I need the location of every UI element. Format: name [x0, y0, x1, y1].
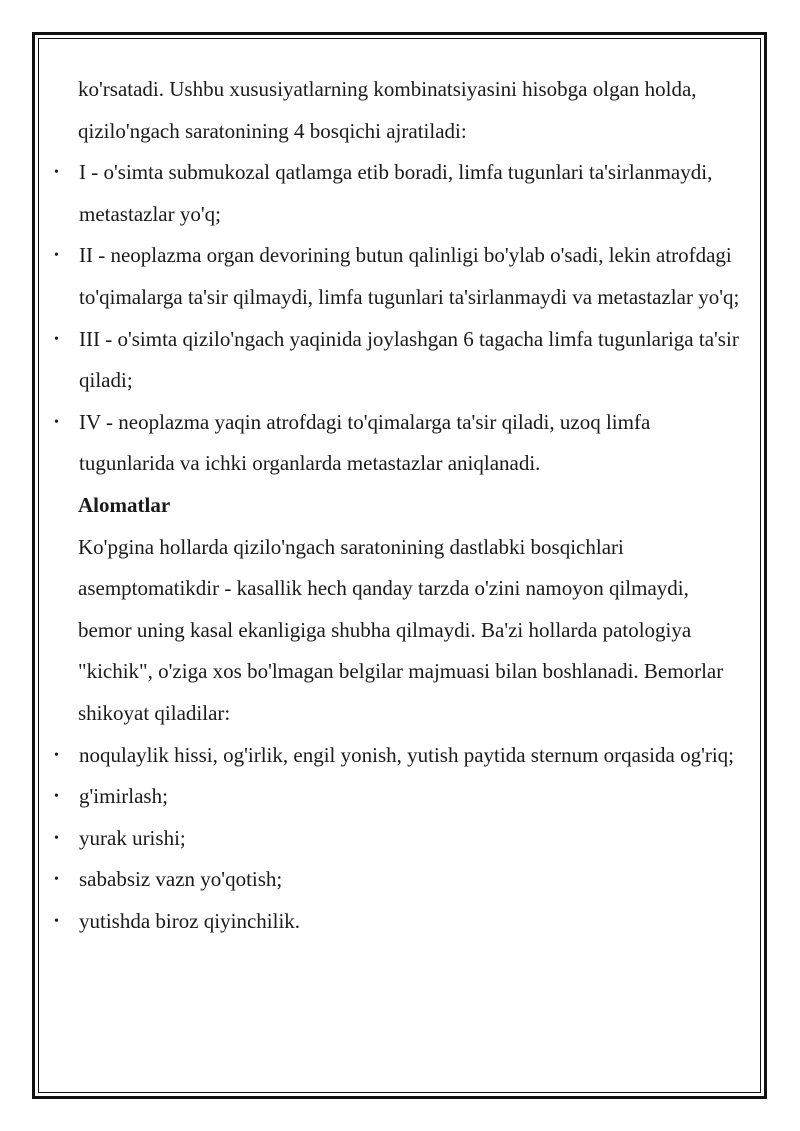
list-item	[0, 402, 800, 485]
bullet-icon: •	[54, 331, 59, 347]
list-item	[0, 859, 800, 901]
page-content	[0, 69, 800, 942]
stage-text: I - o'simta submukozal qatlamga etib boradi, limfa tugunlari ta'sirlanmaydi, metastazlar yo'q;	[79, 160, 713, 226]
list-item	[0, 235, 800, 318]
symptom-text: noqulaylik hissi, og'irlik, engil yonish, yutish paytida sternum orqasida og'riq;	[79, 742, 735, 767]
bullet-icon: •	[54, 872, 59, 888]
bullet-icon: •	[54, 248, 59, 264]
bullet-icon: •	[54, 913, 59, 929]
list-item	[0, 152, 800, 235]
list-item	[0, 776, 800, 818]
intro-paragraph: ko'rsatadi. Ushbu xususiyatlarning kombinatsiyasini hisobga olgan holda, qizilo'ngach saratonining 4 bosqichi ajratiladi:	[78, 77, 697, 143]
list-item	[0, 735, 800, 777]
stages-list	[0, 152, 800, 485]
bullet-icon: •	[54, 165, 59, 181]
stage-text: III - o'simta qizilo'ngach yaqinida joylashgan 6 tagacha limfa tugunlariga ta'sir qiladi;	[79, 326, 739, 393]
bullet-icon: •	[54, 830, 59, 846]
list-item	[0, 901, 800, 943]
symptoms-list	[0, 735, 800, 943]
section-heading: Alomatlar	[78, 492, 171, 517]
list-item	[0, 818, 800, 860]
symptoms-paragraph: Ko'pgina hollarda qizilo'ngach saratonining dastlabki bosqichlari asemptomatikdir - kasallik hech qanday tarzda o'zini namoyon qilmaydi, bemor uning kasal ekanligiga shubha qilmaydi. Ba'zi hollarda patologiya "kichik", o'ziga xos bo'lmagan belgilar majmuasi bilan boshlanadi. Bemorlar shikoyat qiladilar:	[78, 534, 724, 725]
bullet-icon: •	[54, 789, 59, 805]
list-item	[0, 319, 800, 402]
stage-text: IV - neoplazma yaqin atrofdagi to'qimalarga ta'sir qiladi, uzoq limfa tugunlarida va ichki organlarda metastazlar aniqlanadi.	[79, 409, 651, 476]
bullet-icon: •	[54, 747, 59, 763]
stage-text: II - neoplazma organ devorining butun qalinligi bo'ylab o'sadi, lekin atrofdagi to'qimalarga ta'sir qilmaydi, limfa tugunlari ta'sirlanmaydi va metastazlar yo'q;	[79, 243, 740, 309]
symptom-text: sababsiz vazn yo'qotish;	[79, 867, 283, 892]
symptom-text: yurak urishi;	[79, 825, 186, 850]
symptom-text: yutishda biroz qiyinchilik.	[79, 908, 301, 933]
bullet-icon: •	[54, 414, 59, 430]
symptom-text: g'imirlash;	[79, 784, 168, 809]
